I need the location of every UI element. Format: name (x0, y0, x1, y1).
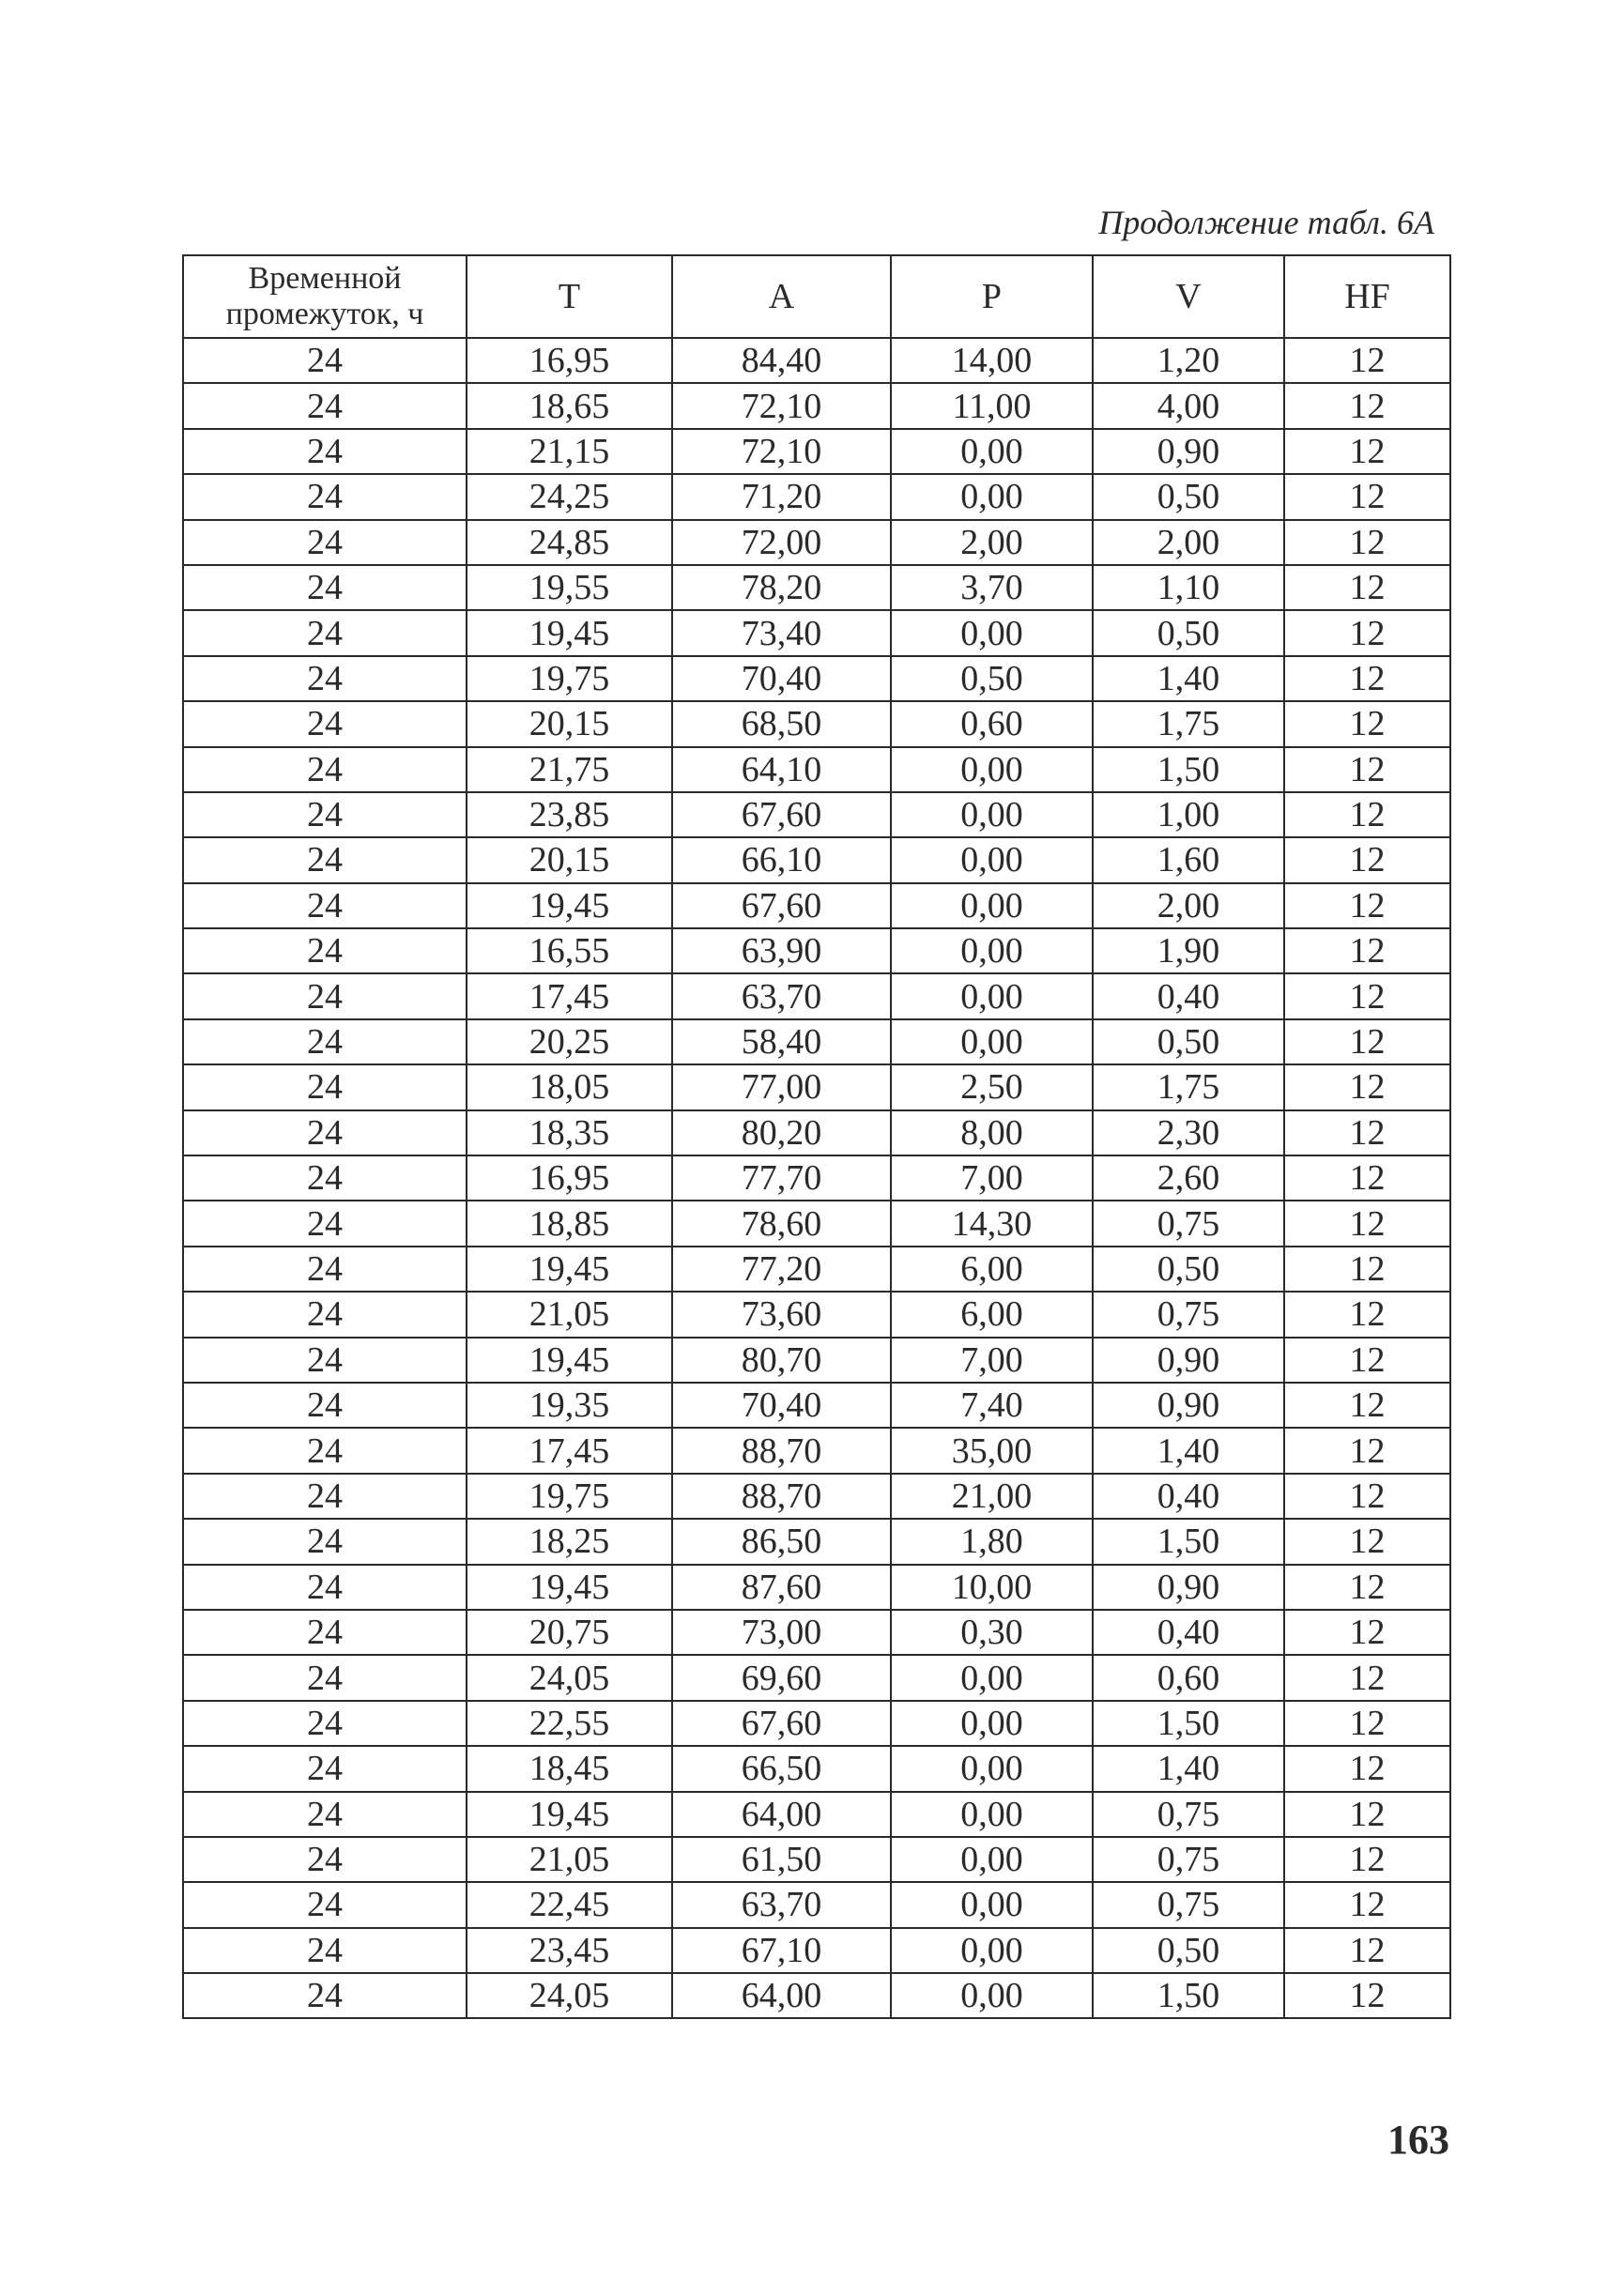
cell-v: 0,75 (1093, 1292, 1284, 1337)
cell-hf: 12 (1284, 1247, 1450, 1292)
cell-t: 19,75 (467, 656, 672, 701)
cell-t: 19,45 (467, 1565, 672, 1610)
cell-t: 20,15 (467, 701, 672, 746)
cell-hf: 12 (1284, 1110, 1450, 1155)
cell-hf: 12 (1284, 1428, 1450, 1473)
cell-hf: 12 (1284, 1019, 1450, 1064)
table-row (183, 429, 1450, 474)
table-row (183, 1110, 1450, 1155)
cell-p: 14,00 (891, 338, 1093, 383)
cell-hf: 12 (1284, 792, 1450, 837)
cell-v: 0,90 (1093, 429, 1284, 474)
cell-a: 80,20 (672, 1110, 891, 1155)
table-header-row (183, 255, 1450, 338)
cell-v: 0,75 (1093, 1837, 1284, 1882)
cell-p: 0,00 (891, 1928, 1093, 1973)
table-row (183, 1701, 1450, 1746)
cell-v: 1,75 (1093, 1064, 1284, 1109)
cell-time-interval: 24 (183, 1338, 467, 1383)
cell-time-interval: 24 (183, 1201, 467, 1246)
header-v: V (1093, 255, 1284, 338)
table-row (183, 656, 1450, 701)
cell-time-interval: 24 (183, 1792, 467, 1837)
cell-time-interval: 24 (183, 383, 467, 428)
cell-a: 72,00 (672, 520, 891, 565)
table-row (183, 1201, 1450, 1246)
cell-a: 77,20 (672, 1247, 891, 1292)
table-row (183, 747, 1450, 792)
cell-hf: 12 (1284, 1973, 1450, 2018)
cell-time-interval: 24 (183, 1610, 467, 1655)
cell-time-interval: 24 (183, 1292, 467, 1337)
cell-hf: 12 (1284, 565, 1450, 610)
table-row (183, 1792, 1450, 1837)
cell-time-interval: 24 (183, 1837, 467, 1882)
table-row (183, 520, 1450, 565)
cell-t: 20,75 (467, 1610, 672, 1655)
cell-a: 88,70 (672, 1474, 891, 1519)
cell-time-interval: 24 (183, 1064, 467, 1109)
table-row (183, 1519, 1450, 1564)
table-row (183, 383, 1450, 428)
cell-time-interval: 24 (183, 1746, 467, 1791)
cell-v: 1,90 (1093, 928, 1284, 973)
cell-a: 64,10 (672, 747, 891, 792)
cell-v: 0,50 (1093, 1247, 1284, 1292)
cell-hf: 12 (1284, 1746, 1450, 1791)
cell-a: 70,40 (672, 1383, 891, 1428)
cell-p: 0,00 (891, 747, 1093, 792)
cell-a: 73,60 (672, 1292, 891, 1337)
cell-p: 0,00 (891, 1837, 1093, 1882)
cell-a: 72,10 (672, 383, 891, 428)
table-row (183, 1383, 1450, 1428)
cell-p: 0,00 (891, 1701, 1093, 1746)
cell-v: 0,50 (1093, 474, 1284, 519)
cell-time-interval: 24 (183, 520, 467, 565)
cell-p: 0,00 (891, 1792, 1093, 1837)
table-row (183, 837, 1450, 882)
cell-a: 67,60 (672, 1701, 891, 1746)
cell-hf: 12 (1284, 883, 1450, 928)
cell-hf: 12 (1284, 1201, 1450, 1246)
cell-hf: 12 (1284, 1474, 1450, 1519)
cell-a: 67,10 (672, 1928, 891, 1973)
cell-t: 24,85 (467, 520, 672, 565)
cell-time-interval: 24 (183, 837, 467, 882)
cell-t: 19,45 (467, 610, 672, 655)
cell-t: 24,25 (467, 474, 672, 519)
cell-a: 58,40 (672, 1019, 891, 1064)
cell-t: 24,05 (467, 1655, 672, 1700)
table-row (183, 883, 1450, 928)
cell-time-interval: 24 (183, 474, 467, 519)
cell-v: 2,00 (1093, 883, 1284, 928)
cell-v: 1,40 (1093, 1428, 1284, 1473)
table-row (183, 1746, 1450, 1791)
cell-hf: 12 (1284, 973, 1450, 1018)
table-row (183, 1155, 1450, 1201)
cell-t: 17,45 (467, 973, 672, 1018)
cell-a: 63,90 (672, 928, 891, 973)
table-row (183, 1292, 1450, 1337)
table-caption: Продолжение табл. 6А (1098, 204, 1434, 241)
cell-hf: 12 (1284, 1155, 1450, 1201)
header-hf: HF (1284, 255, 1450, 338)
header-time-interval: Временной промежуток, ч (183, 255, 467, 338)
cell-v: 1,75 (1093, 701, 1284, 746)
cell-p: 7,00 (891, 1155, 1093, 1201)
cell-a: 87,60 (672, 1565, 891, 1610)
table-row (183, 1565, 1450, 1610)
cell-v: 0,40 (1093, 1474, 1284, 1519)
cell-time-interval: 24 (183, 1565, 467, 1610)
cell-p: 0,00 (891, 837, 1093, 882)
table-row (183, 928, 1450, 973)
cell-hf: 12 (1284, 1701, 1450, 1746)
cell-hf: 12 (1284, 1837, 1450, 1882)
table-row (183, 1064, 1450, 1109)
cell-p: 0,00 (891, 610, 1093, 655)
table-row (183, 1928, 1450, 1973)
cell-a: 70,40 (672, 656, 891, 701)
cell-a: 63,70 (672, 973, 891, 1018)
cell-t: 16,95 (467, 338, 672, 383)
cell-v: 1,00 (1093, 792, 1284, 837)
cell-t: 19,45 (467, 1247, 672, 1292)
cell-t: 22,55 (467, 1701, 672, 1746)
table-row (183, 1882, 1450, 1927)
cell-p: 0,00 (891, 928, 1093, 973)
cell-time-interval: 24 (183, 1247, 467, 1292)
cell-hf: 12 (1284, 1792, 1450, 1837)
table-row (183, 1428, 1450, 1473)
cell-hf: 12 (1284, 1383, 1450, 1428)
cell-t: 20,15 (467, 837, 672, 882)
cell-t: 16,55 (467, 928, 672, 973)
cell-v: 0,50 (1093, 1928, 1284, 1973)
cell-v: 1,40 (1093, 656, 1284, 701)
cell-p: 10,00 (891, 1565, 1093, 1610)
cell-hf: 12 (1284, 610, 1450, 655)
table-row (183, 610, 1450, 655)
cell-a: 73,40 (672, 610, 891, 655)
cell-v: 1,50 (1093, 1973, 1284, 2018)
cell-v: 0,50 (1093, 1019, 1284, 1064)
cell-v: 1,50 (1093, 1701, 1284, 1746)
cell-p: 6,00 (891, 1247, 1093, 1292)
cell-time-interval: 24 (183, 1655, 467, 1700)
cell-hf: 12 (1284, 1292, 1450, 1337)
table-row (183, 565, 1450, 610)
cell-t: 18,35 (467, 1110, 672, 1155)
cell-p: 11,00 (891, 383, 1093, 428)
cell-p: 0,50 (891, 656, 1093, 701)
cell-t: 19,55 (467, 565, 672, 610)
cell-a: 64,00 (672, 1973, 891, 2018)
cell-p: 0,30 (891, 1610, 1093, 1655)
table-row (183, 338, 1450, 383)
cell-t: 18,45 (467, 1746, 672, 1791)
cell-a: 66,10 (672, 837, 891, 882)
cell-a: 67,60 (672, 792, 891, 837)
table-row (183, 1338, 1450, 1383)
cell-t: 18,85 (467, 1201, 672, 1246)
cell-t: 24,05 (467, 1973, 672, 2018)
cell-a: 77,00 (672, 1064, 891, 1109)
table-row (183, 792, 1450, 837)
cell-t: 21,75 (467, 747, 672, 792)
cell-hf: 12 (1284, 928, 1450, 973)
cell-v: 0,90 (1093, 1338, 1284, 1383)
cell-p: 0,00 (891, 883, 1093, 928)
cell-t: 19,45 (467, 1338, 672, 1383)
cell-t: 17,45 (467, 1428, 672, 1473)
cell-time-interval: 24 (183, 565, 467, 610)
cell-v: 1,60 (1093, 837, 1284, 882)
cell-time-interval: 24 (183, 701, 467, 746)
cell-a: 78,60 (672, 1201, 891, 1246)
cell-time-interval: 24 (183, 973, 467, 1018)
cell-hf: 12 (1284, 520, 1450, 565)
cell-time-interval: 24 (183, 1519, 467, 1564)
table-row (183, 1019, 1450, 1064)
cell-p: 0,00 (891, 1746, 1093, 1791)
cell-a: 63,70 (672, 1882, 891, 1927)
cell-a: 68,50 (672, 701, 891, 746)
cell-hf: 12 (1284, 1064, 1450, 1109)
cell-t: 23,45 (467, 1928, 672, 1973)
cell-time-interval: 24 (183, 338, 467, 383)
cell-hf: 12 (1284, 1519, 1450, 1564)
cell-p: 0,00 (891, 1882, 1093, 1927)
cell-t: 21,05 (467, 1837, 672, 1882)
cell-hf: 12 (1284, 656, 1450, 701)
cell-v: 0,75 (1093, 1792, 1284, 1837)
cell-p: 7,00 (891, 1338, 1093, 1383)
cell-a: 69,60 (672, 1655, 891, 1700)
cell-t: 18,05 (467, 1064, 672, 1109)
cell-p: 35,00 (891, 1428, 1093, 1473)
table-row (183, 1247, 1450, 1292)
cell-time-interval: 24 (183, 610, 467, 655)
cell-time-interval: 24 (183, 1474, 467, 1519)
cell-v: 1,50 (1093, 747, 1284, 792)
cell-time-interval: 24 (183, 883, 467, 928)
cell-p: 0,00 (891, 1019, 1093, 1064)
cell-time-interval: 24 (183, 429, 467, 474)
cell-p: 2,50 (891, 1064, 1093, 1109)
cell-hf: 12 (1284, 1338, 1450, 1383)
cell-v: 0,75 (1093, 1201, 1284, 1246)
table-row (183, 1973, 1450, 2018)
page-number: 163 (1387, 2117, 1449, 2163)
cell-t: 16,95 (467, 1155, 672, 1201)
cell-p: 0,00 (891, 429, 1093, 474)
cell-hf: 12 (1284, 837, 1450, 882)
cell-hf: 12 (1284, 747, 1450, 792)
cell-v: 1,20 (1093, 338, 1284, 383)
cell-v: 0,40 (1093, 1610, 1284, 1655)
cell-hf: 12 (1284, 1882, 1450, 1927)
cell-a: 88,70 (672, 1428, 891, 1473)
cell-a: 86,50 (672, 1519, 891, 1564)
cell-t: 19,75 (467, 1474, 672, 1519)
cell-t: 22,45 (467, 1882, 672, 1927)
cell-a: 67,60 (672, 883, 891, 928)
table-row (183, 1610, 1450, 1655)
cell-time-interval: 24 (183, 1383, 467, 1428)
cell-a: 73,00 (672, 1610, 891, 1655)
table-row (183, 973, 1450, 1018)
cell-v: 0,50 (1093, 610, 1284, 655)
table-body (183, 338, 1450, 2018)
cell-time-interval: 24 (183, 1428, 467, 1473)
cell-p: 2,00 (891, 520, 1093, 565)
cell-hf: 12 (1284, 1565, 1450, 1610)
cell-hf: 12 (1284, 1610, 1450, 1655)
cell-v: 2,60 (1093, 1155, 1284, 1201)
cell-p: 21,00 (891, 1474, 1093, 1519)
cell-hf: 12 (1284, 383, 1450, 428)
cell-time-interval: 24 (183, 1019, 467, 1064)
cell-a: 61,50 (672, 1837, 891, 1882)
cell-t: 19,45 (467, 883, 672, 928)
cell-a: 72,10 (672, 429, 891, 474)
cell-p: 0,60 (891, 701, 1093, 746)
cell-time-interval: 24 (183, 1110, 467, 1155)
cell-time-interval: 24 (183, 747, 467, 792)
cell-p: 6,00 (891, 1292, 1093, 1337)
cell-t: 18,65 (467, 383, 672, 428)
cell-a: 77,70 (672, 1155, 891, 1201)
table-row (183, 1474, 1450, 1519)
cell-time-interval: 24 (183, 928, 467, 973)
cell-v: 0,90 (1093, 1383, 1284, 1428)
cell-a: 64,00 (672, 1792, 891, 1837)
cell-p: 0,00 (891, 1973, 1093, 2018)
cell-t: 18,25 (467, 1519, 672, 1564)
header-p: P (891, 255, 1093, 338)
cell-t: 20,25 (467, 1019, 672, 1064)
cell-v: 1,10 (1093, 565, 1284, 610)
cell-time-interval: 24 (183, 1973, 467, 2018)
table-row (183, 474, 1450, 519)
cell-t: 23,85 (467, 792, 672, 837)
cell-time-interval: 24 (183, 1701, 467, 1746)
cell-t: 19,35 (467, 1383, 672, 1428)
cell-v: 2,00 (1093, 520, 1284, 565)
cell-hf: 12 (1284, 429, 1450, 474)
table-row (183, 1655, 1450, 1700)
cell-time-interval: 24 (183, 1155, 467, 1201)
cell-p: 0,00 (891, 973, 1093, 1018)
cell-time-interval: 24 (183, 1928, 467, 1973)
cell-p: 1,80 (891, 1519, 1093, 1564)
cell-t: 21,05 (467, 1292, 672, 1337)
cell-a: 66,50 (672, 1746, 891, 1791)
cell-t: 21,15 (467, 429, 672, 474)
cell-a: 78,20 (672, 565, 891, 610)
cell-v: 0,90 (1093, 1565, 1284, 1610)
cell-a: 80,70 (672, 1338, 891, 1383)
cell-p: 8,00 (891, 1110, 1093, 1155)
cell-p: 0,00 (891, 474, 1093, 519)
cell-t: 19,45 (467, 1792, 672, 1837)
cell-hf: 12 (1284, 1655, 1450, 1700)
cell-v: 1,50 (1093, 1519, 1284, 1564)
cell-a: 71,20 (672, 474, 891, 519)
cell-p: 14,30 (891, 1201, 1093, 1246)
header-t: T (467, 255, 672, 338)
cell-hf: 12 (1284, 338, 1450, 383)
cell-a: 84,40 (672, 338, 891, 383)
cell-time-interval: 24 (183, 792, 467, 837)
data-table (182, 254, 1451, 2019)
cell-time-interval: 24 (183, 1882, 467, 1927)
header-a: A (672, 255, 891, 338)
cell-v: 1,40 (1093, 1746, 1284, 1791)
table-row (183, 1837, 1450, 1882)
cell-v: 0,75 (1093, 1882, 1284, 1927)
cell-v: 0,60 (1093, 1655, 1284, 1700)
cell-hf: 12 (1284, 701, 1450, 746)
cell-p: 0,00 (891, 1655, 1093, 1700)
cell-p: 7,40 (891, 1383, 1093, 1428)
table-row (183, 701, 1450, 746)
cell-time-interval: 24 (183, 656, 467, 701)
cell-p: 0,00 (891, 792, 1093, 837)
cell-v: 0,40 (1093, 973, 1284, 1018)
cell-p: 3,70 (891, 565, 1093, 610)
cell-v: 2,30 (1093, 1110, 1284, 1155)
cell-hf: 12 (1284, 474, 1450, 519)
cell-v: 4,00 (1093, 383, 1284, 428)
cell-hf: 12 (1284, 1928, 1450, 1973)
